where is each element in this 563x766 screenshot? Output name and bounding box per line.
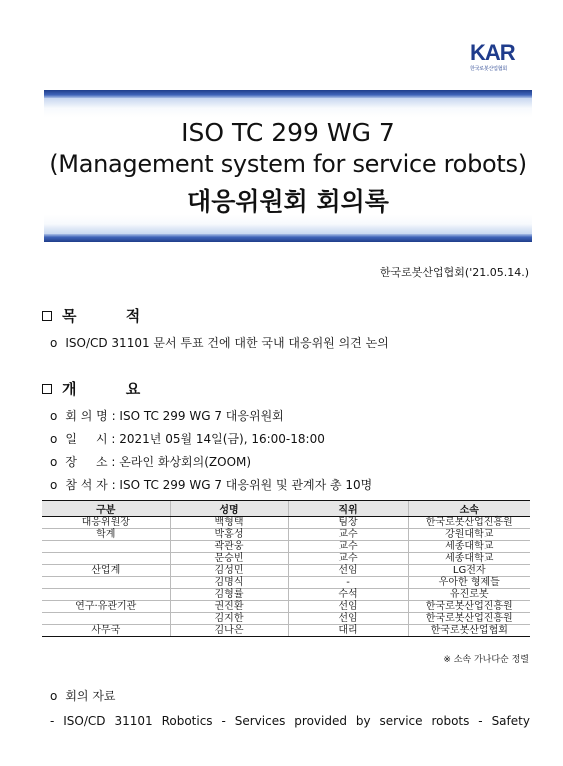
section-overview-heading: [42, 378, 162, 399]
table-cell: 대응위원장: [42, 517, 170, 529]
purpose-item: [50, 334, 389, 351]
table-cell: 한국로봇산업협회: [408, 625, 530, 637]
document-title-word: by: [355, 714, 371, 728]
overview-item-name: [50, 407, 284, 424]
table-row: [42, 541, 530, 553]
table-cell: 팀장: [288, 517, 408, 529]
overview-item-date: [50, 430, 325, 447]
circle-bullet-icon: o: [50, 432, 58, 446]
table-cell: -: [288, 577, 408, 589]
kar-logo: [470, 42, 528, 76]
table-cell: 선임: [288, 613, 408, 625]
dash-bullet: -: [50, 714, 55, 728]
table-cell: 세종대학교: [408, 553, 530, 565]
banner-top-glow: [44, 98, 532, 108]
table-header-row: [42, 501, 530, 517]
table-cell: 김형률: [170, 589, 288, 601]
document-title-word: service: [379, 714, 423, 728]
table-row: [42, 601, 530, 613]
overview-text: 장 소 : 온라인 화상회의(ZOOM): [65, 455, 252, 469]
overview-item-attendees: [50, 476, 372, 493]
materials-label: 회의 자료: [65, 689, 116, 703]
circle-bullet-icon: o: [50, 409, 58, 423]
table-cell: 김성민: [170, 565, 288, 577]
document-title-word: robots: [431, 714, 470, 728]
table-cell: [42, 613, 170, 625]
document-title-word: -: [478, 714, 483, 728]
table-cell: 세종대학교: [408, 541, 530, 553]
materials-document: [50, 714, 530, 728]
table-row: [42, 553, 530, 565]
table-cell: 김명식: [170, 577, 288, 589]
table-cell: 대리: [288, 625, 408, 637]
document-title-word: ISO/CD: [63, 714, 106, 728]
col-header: 구분: [42, 501, 170, 517]
section-purpose-title: 목 적: [62, 307, 163, 325]
banner-bottom-bar: [44, 234, 532, 242]
table-cell: 선임: [288, 601, 408, 613]
table-cell: 교수: [288, 529, 408, 541]
table-cell: 백형택: [170, 517, 288, 529]
table-cell: 권진환: [170, 601, 288, 613]
table-cell: 박홍성: [170, 529, 288, 541]
document-title-word: 31101: [114, 714, 153, 728]
circle-bullet-icon: o: [50, 336, 58, 350]
table-row: [42, 613, 530, 625]
title-line-1: ISO TC 299 WG 7: [181, 118, 395, 147]
title-line-3: 대응위원회 회의록: [187, 187, 389, 216]
table-cell: 교수: [288, 553, 408, 565]
table-cell: 한국로봇산업진흥원: [408, 601, 530, 613]
overview-item-place: [50, 453, 251, 470]
table-cell: 한국로봇산업진흥원: [408, 517, 530, 529]
table-cell: 곽관웅: [170, 541, 288, 553]
table-row: [42, 589, 530, 601]
attendees-table: [42, 500, 530, 637]
table-cell: [42, 577, 170, 589]
col-header: 직위: [288, 501, 408, 517]
document-title-word: Robotics: [161, 714, 213, 728]
table-cell: 선임: [288, 565, 408, 577]
table-row: [42, 577, 530, 589]
circle-bullet-icon: o: [50, 455, 58, 469]
section-overview-title: 개 요: [62, 380, 163, 398]
logo-subtitle: 한국로봇산업협회: [470, 66, 508, 72]
table-cell: 사무국: [42, 625, 170, 637]
table-cell: [42, 553, 170, 565]
overview-text: 회 의 명 : ISO TC 299 WG 7 대응위원회: [65, 409, 284, 423]
table-cell: 강원대학교: [408, 529, 530, 541]
section-purpose-heading: [42, 305, 162, 326]
table-cell: 우아한 형제들: [408, 577, 530, 589]
circle-bullet-icon: o: [50, 478, 58, 492]
col-header: 성명: [170, 501, 288, 517]
document-title-word: provided: [294, 714, 347, 728]
banner-top-bar: [44, 90, 532, 98]
table-cell: 김나은: [170, 625, 288, 637]
purpose-text: ISO/CD 31101 문서 투표 건에 대한 국내 대응위원 의견 논의: [65, 336, 389, 350]
org-date: 한국로봇산업협회('21.05.14.): [379, 266, 529, 279]
table-row: [42, 565, 530, 577]
table-cell: 산업계: [42, 565, 170, 577]
table-cell: 학계: [42, 529, 170, 541]
table-cell: 수석: [288, 589, 408, 601]
banner-bottom-glow: [44, 224, 532, 234]
materials-heading: [50, 687, 116, 704]
document-title-word: Safety: [491, 714, 530, 728]
table-cell: [42, 589, 170, 601]
table-cell: 한국로봇산업진흥원: [408, 613, 530, 625]
overview-text: 참 석 자 : ISO TC 299 WG 7 대응위원 및 관계자 총 10명: [65, 478, 373, 492]
title-banner: [44, 90, 532, 242]
col-header: 소속: [408, 501, 530, 517]
logo-mark: KAR: [470, 40, 515, 65]
square-bullet-icon: [42, 311, 52, 321]
table-cell: 교수: [288, 541, 408, 553]
table-row: [42, 529, 530, 541]
circle-bullet-icon: o: [50, 689, 58, 703]
title-line-2: (Management system for service robots): [49, 150, 527, 178]
overview-text: 일 시 : 2021년 05월 14일(금), 16:00-18:00: [65, 432, 325, 446]
document-title-word: Services: [234, 714, 286, 728]
square-bullet-icon: [42, 384, 52, 394]
table-cell: 유진로봇: [408, 589, 530, 601]
table-cell: 문승빈: [170, 553, 288, 565]
table-row: [42, 625, 530, 637]
table-cell: [42, 541, 170, 553]
table-row: [42, 517, 530, 529]
table-note: ※ 소속 가나다순 정렬: [443, 655, 529, 665]
table-cell: LG전자: [408, 565, 530, 577]
table-cell: 김지한: [170, 613, 288, 625]
document-title-word: -: [221, 714, 226, 728]
table-cell: 연구·유관기관: [42, 601, 170, 613]
